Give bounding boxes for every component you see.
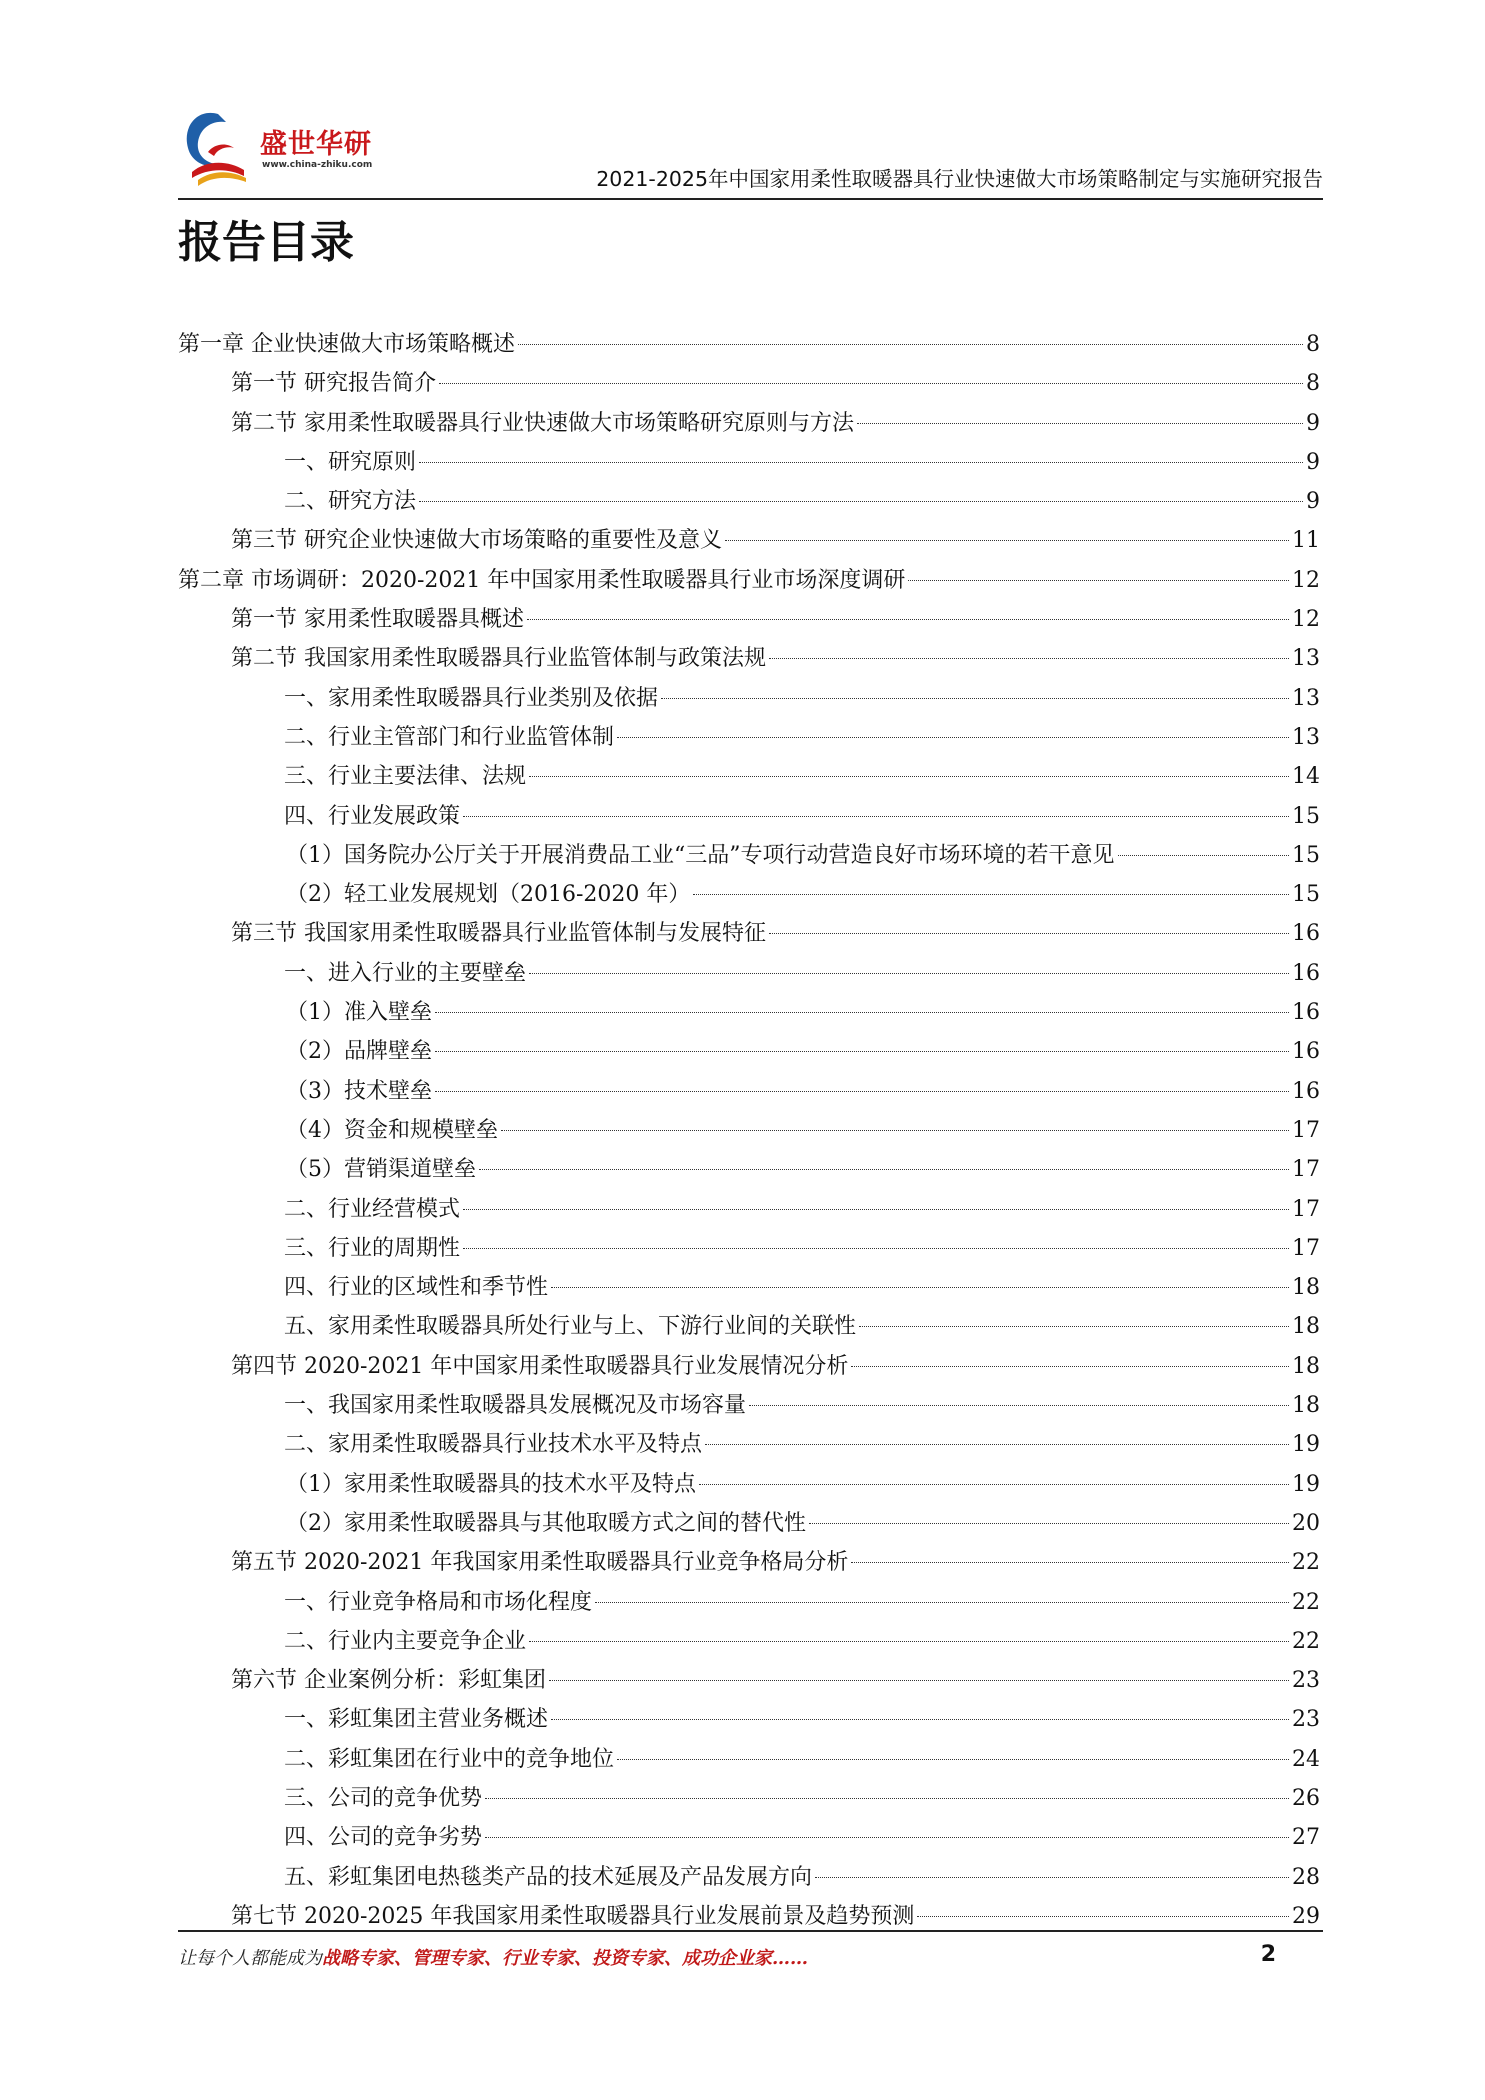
toc-entry-text: 第一章 企业快速做大市场策略概述 bbox=[178, 332, 515, 357]
toc-entry-text: 第二章 市场调研：2020-2021 年中国家用柔性取暖器具行业市场深度调研 bbox=[178, 567, 906, 593]
table-of-contents bbox=[178, 325, 1320, 1936]
dot-leader bbox=[435, 1091, 1289, 1092]
toc-page-number: 16 bbox=[1292, 1078, 1320, 1104]
toc-entry-text: 一、我国家用柔性取暖器具发展概况及市场容量 bbox=[284, 1393, 747, 1419]
dot-leader bbox=[485, 1798, 1289, 1799]
toc-entry[interactable] bbox=[178, 1740, 1320, 1779]
toc-page-number: 18 bbox=[1292, 1314, 1320, 1340]
dot-leader bbox=[485, 1837, 1289, 1838]
toc-page-number: 15 bbox=[1292, 882, 1320, 908]
toc-entry[interactable] bbox=[178, 1622, 1320, 1661]
toc-entry-text: 三、行业主要法律、法规 bbox=[284, 764, 527, 790]
dot-leader bbox=[518, 344, 1303, 345]
toc-entry-text: 五、家用柔性取暖器具所处行业与上、下游行业间的关联性 bbox=[284, 1314, 857, 1340]
slogan-lead: 让每个人都能成为 bbox=[178, 1948, 322, 1969]
brand-name: 盛世华研 bbox=[260, 129, 372, 160]
dot-leader bbox=[809, 1523, 1289, 1524]
report-title: 2021-2025年中国家用柔性取暖器具行业快速做大市场策略制定与实施研究报告 bbox=[596, 167, 1323, 191]
dot-leader bbox=[617, 737, 1289, 738]
toc-entry-text: （2）轻工业发展规划（2016-2020 年） bbox=[286, 882, 691, 908]
toc-entry-text: （2）品牌壁垒 bbox=[286, 1039, 432, 1065]
toc-page-number: 12 bbox=[1292, 607, 1320, 633]
dot-leader bbox=[908, 580, 1289, 581]
toc-entry[interactable] bbox=[178, 1779, 1320, 1818]
toc-page-number: 29 bbox=[1292, 1903, 1320, 1929]
toc-entry[interactable] bbox=[178, 1072, 1320, 1111]
toc-page-number: 22 bbox=[1292, 1628, 1320, 1654]
toc-entry[interactable] bbox=[178, 954, 1320, 993]
toc-entry-text: 二、行业主管部门和行业监管体制 bbox=[284, 724, 615, 750]
toc-page-number: 22 bbox=[1292, 1550, 1320, 1576]
toc-entry[interactable] bbox=[178, 1583, 1320, 1622]
toc-entry[interactable] bbox=[178, 1543, 1320, 1582]
dot-leader bbox=[439, 383, 1303, 384]
toc-entry[interactable] bbox=[178, 914, 1320, 953]
toc-entry-text: 一、家用柔性取暖器具行业类别及依据 bbox=[284, 685, 659, 711]
toc-entry[interactable] bbox=[178, 443, 1320, 482]
toc-page-number: 27 bbox=[1292, 1825, 1320, 1851]
toc-entry-text: （1）国务院办公厅关于开展消费品工业“三品”专项行动营造良好市场环境的若干意见 bbox=[286, 842, 1115, 868]
toc-entry-text: 二、行业经营模式 bbox=[284, 1196, 461, 1222]
toc-page-number: 11 bbox=[1292, 528, 1320, 554]
dot-leader bbox=[551, 1719, 1289, 1720]
toc-page-number: 9 bbox=[1306, 449, 1320, 475]
toc-entry-text: 一、彩虹集团主营业务概述 bbox=[284, 1707, 549, 1733]
toc-entry[interactable] bbox=[178, 1700, 1320, 1739]
toc-page-number: 19 bbox=[1292, 1471, 1320, 1497]
toc-entry[interactable] bbox=[178, 1858, 1320, 1897]
toc-entry[interactable] bbox=[178, 1465, 1320, 1504]
toc-entry-text: 三、行业的周期性 bbox=[284, 1235, 461, 1261]
dot-leader bbox=[479, 1169, 1289, 1170]
toc-entry-text: 二、家用柔性取暖器具行业技术水平及特点 bbox=[284, 1432, 703, 1458]
toc-page-number: 20 bbox=[1292, 1510, 1320, 1536]
toc-entry-text: （1）准入壁垒 bbox=[286, 1000, 432, 1026]
toc-page-number: 9 bbox=[1306, 410, 1320, 436]
toc-entry[interactable] bbox=[178, 1425, 1320, 1464]
toc-entry-text: 四、行业的区域性和季节性 bbox=[284, 1275, 549, 1301]
toc-entry-text: 第一节 研究报告简介 bbox=[231, 371, 436, 397]
toc-entry-text: （3）技术壁垒 bbox=[286, 1078, 432, 1104]
footer-slogan bbox=[178, 1944, 808, 1970]
toc-entry[interactable] bbox=[178, 482, 1320, 521]
toc-page-number: 13 bbox=[1292, 724, 1320, 750]
toc-entry-text: 第二节 家用柔性取暖器具行业快速做大市场策略研究原则与方法 bbox=[231, 410, 854, 436]
toc-entry-text: 第六节 企业案例分析：彩虹集团 bbox=[231, 1668, 546, 1694]
dot-leader bbox=[549, 1680, 1289, 1681]
dot-leader bbox=[463, 1209, 1289, 1210]
toc-entry-text: 一、研究原则 bbox=[284, 449, 417, 475]
toc-entry-text: 第七节 2020-2025 年我国家用柔性取暖器具行业发展前景及趋势预测 bbox=[231, 1903, 915, 1929]
dot-leader bbox=[463, 816, 1289, 817]
dot-leader bbox=[529, 1641, 1289, 1642]
toc-entry[interactable] bbox=[178, 521, 1320, 560]
toc-page-number: 9 bbox=[1306, 489, 1320, 515]
dot-leader bbox=[857, 423, 1303, 424]
toc-entry-text: 二、彩虹集团在行业中的竞争地位 bbox=[284, 1746, 615, 1772]
toc-page-number: 14 bbox=[1292, 764, 1320, 790]
toc-entry[interactable] bbox=[178, 679, 1320, 718]
toc-entry-text: 三、公司的竞争优势 bbox=[284, 1785, 483, 1811]
dot-leader bbox=[435, 1051, 1289, 1052]
toc-entry[interactable] bbox=[178, 1229, 1320, 1268]
toc-page-number: 26 bbox=[1292, 1785, 1320, 1811]
toc-entry[interactable] bbox=[178, 1032, 1320, 1071]
dot-leader bbox=[749, 1405, 1289, 1406]
toc-page-number: 24 bbox=[1292, 1746, 1320, 1772]
toc-entry[interactable] bbox=[178, 1111, 1320, 1150]
toc-page-number: 16 bbox=[1292, 960, 1320, 986]
dot-leader bbox=[463, 1248, 1289, 1249]
dot-leader bbox=[859, 1326, 1289, 1327]
toc-page-number: 8 bbox=[1306, 332, 1320, 357]
dot-leader bbox=[529, 776, 1289, 777]
brand-logo bbox=[178, 100, 398, 190]
toc-entry[interactable] bbox=[178, 718, 1320, 757]
toc-entry[interactable] bbox=[178, 1818, 1320, 1857]
dot-leader bbox=[617, 1759, 1289, 1760]
toc-entry[interactable] bbox=[178, 797, 1320, 836]
toc-entry[interactable] bbox=[178, 1386, 1320, 1425]
dot-leader bbox=[769, 658, 1289, 659]
toc-entry[interactable] bbox=[178, 757, 1320, 796]
toc-page-number: 18 bbox=[1292, 1393, 1320, 1419]
dot-leader bbox=[595, 1602, 1289, 1603]
toc-entry-text: （4）资金和规模壁垒 bbox=[286, 1117, 498, 1143]
dot-leader bbox=[419, 501, 1303, 502]
toc-entry[interactable] bbox=[178, 1661, 1320, 1700]
logo-emblem-icon bbox=[178, 100, 258, 188]
toc-page-number: 19 bbox=[1292, 1432, 1320, 1458]
dot-leader bbox=[501, 1130, 1289, 1131]
toc-entry-text: 一、行业竞争格局和市场化程度 bbox=[284, 1589, 593, 1615]
toc-entry-text: 第五节 2020-2021 年我国家用柔性取暖器具行业竞争格局分析 bbox=[231, 1550, 849, 1576]
toc-entry[interactable] bbox=[178, 404, 1320, 443]
dot-leader bbox=[419, 462, 1303, 463]
dot-leader bbox=[769, 933, 1289, 934]
toc-entry[interactable] bbox=[178, 1307, 1320, 1346]
dot-leader bbox=[661, 698, 1289, 699]
dot-leader bbox=[551, 1287, 1289, 1288]
toc-entry-text: 二、研究方法 bbox=[284, 489, 417, 515]
toc-entry-text: 第三节 研究企业快速做大市场策略的重要性及意义 bbox=[231, 528, 722, 554]
toc-page-number: 8 bbox=[1306, 371, 1320, 397]
toc-entry-text: （5）营销渠道壁垒 bbox=[286, 1157, 476, 1183]
dot-leader bbox=[851, 1366, 1289, 1367]
dot-leader bbox=[815, 1877, 1289, 1878]
dot-leader bbox=[527, 619, 1289, 620]
toc-entry[interactable] bbox=[178, 993, 1320, 1032]
toc-page-number: 13 bbox=[1292, 646, 1320, 672]
toc-page-number: 28 bbox=[1292, 1864, 1320, 1890]
toc-entry-text: 一、进入行业的主要壁垒 bbox=[284, 960, 527, 986]
toc-page-number: 15 bbox=[1292, 803, 1320, 829]
toc-page-number: 12 bbox=[1292, 567, 1320, 593]
toc-page-number: 16 bbox=[1292, 1039, 1320, 1065]
toc-page-number: 17 bbox=[1292, 1235, 1320, 1261]
toc-entry[interactable] bbox=[178, 1268, 1320, 1307]
toc-page-number: 16 bbox=[1292, 1000, 1320, 1026]
toc-entry-text: （2）家用柔性取暖器具与其他取暖方式之间的替代性 bbox=[286, 1510, 806, 1536]
toc-entry-text: 四、行业发展政策 bbox=[284, 803, 461, 829]
toc-entry-text: 第二节 我国家用柔性取暖器具行业监管体制与政策法规 bbox=[231, 646, 766, 672]
toc-entry[interactable] bbox=[178, 1347, 1320, 1386]
toc-entry-text: 第一节 家用柔性取暖器具概述 bbox=[231, 607, 524, 633]
toc-page-number: 23 bbox=[1292, 1668, 1320, 1694]
toc-page-number: 15 bbox=[1292, 842, 1320, 868]
toc-entry-text: 四、公司的竞争劣势 bbox=[284, 1825, 483, 1851]
toc-entry[interactable] bbox=[178, 364, 1320, 403]
toc-entry[interactable] bbox=[178, 875, 1320, 914]
dot-leader bbox=[699, 1484, 1289, 1485]
toc-entry[interactable] bbox=[178, 1504, 1320, 1543]
brand-url: www.china-zhiku.com bbox=[262, 160, 373, 170]
toc-entry[interactable] bbox=[178, 639, 1320, 678]
toc-entry[interactable] bbox=[178, 600, 1320, 639]
toc-page-number: 13 bbox=[1292, 685, 1320, 711]
toc-entry-text: 五、彩虹集团电热毯类产品的技术延展及产品发展方向 bbox=[284, 1864, 813, 1890]
dot-leader bbox=[693, 894, 1289, 895]
dot-leader bbox=[725, 540, 1289, 541]
toc-page-number: 22 bbox=[1292, 1589, 1320, 1615]
slogan-roles: 战略专家、管理专家、行业专家、投资专家、成功企业家…… bbox=[322, 1948, 808, 1969]
page-footer bbox=[178, 1930, 1323, 1969]
dot-leader bbox=[705, 1444, 1289, 1445]
toc-page-number: 17 bbox=[1292, 1196, 1320, 1222]
toc-entry[interactable] bbox=[178, 836, 1320, 875]
dot-leader bbox=[1118, 855, 1290, 856]
toc-page-number: 16 bbox=[1292, 921, 1320, 947]
toc-entry-text: 第四节 2020-2021 年中国家用柔性取暖器具行业发展情况分析 bbox=[231, 1353, 849, 1379]
page-number: 2 bbox=[1260, 1942, 1276, 1967]
toc-entry[interactable] bbox=[178, 561, 1320, 600]
toc-page-number: 17 bbox=[1292, 1117, 1320, 1143]
toc-page-number: 18 bbox=[1292, 1275, 1320, 1301]
toc-page-number: 18 bbox=[1292, 1353, 1320, 1379]
toc-entry-text: 第三节 我国家用柔性取暖器具行业监管体制与发展特征 bbox=[231, 921, 766, 947]
page-title: 报告目录 bbox=[178, 217, 354, 268]
dot-leader bbox=[917, 1916, 1289, 1917]
toc-entry-text: 二、行业内主要竞争企业 bbox=[284, 1628, 527, 1654]
dot-leader bbox=[851, 1562, 1289, 1563]
dot-leader bbox=[529, 973, 1289, 974]
toc-page-number: 17 bbox=[1292, 1157, 1320, 1183]
toc-entry[interactable] bbox=[178, 1150, 1320, 1189]
toc-page-number: 23 bbox=[1292, 1707, 1320, 1733]
dot-leader bbox=[435, 1012, 1289, 1013]
page-header bbox=[178, 100, 1323, 200]
toc-entry-text: （1）家用柔性取暖器具的技术水平及特点 bbox=[286, 1471, 696, 1497]
toc-entry[interactable] bbox=[178, 1190, 1320, 1229]
toc-entry[interactable] bbox=[178, 325, 1320, 364]
